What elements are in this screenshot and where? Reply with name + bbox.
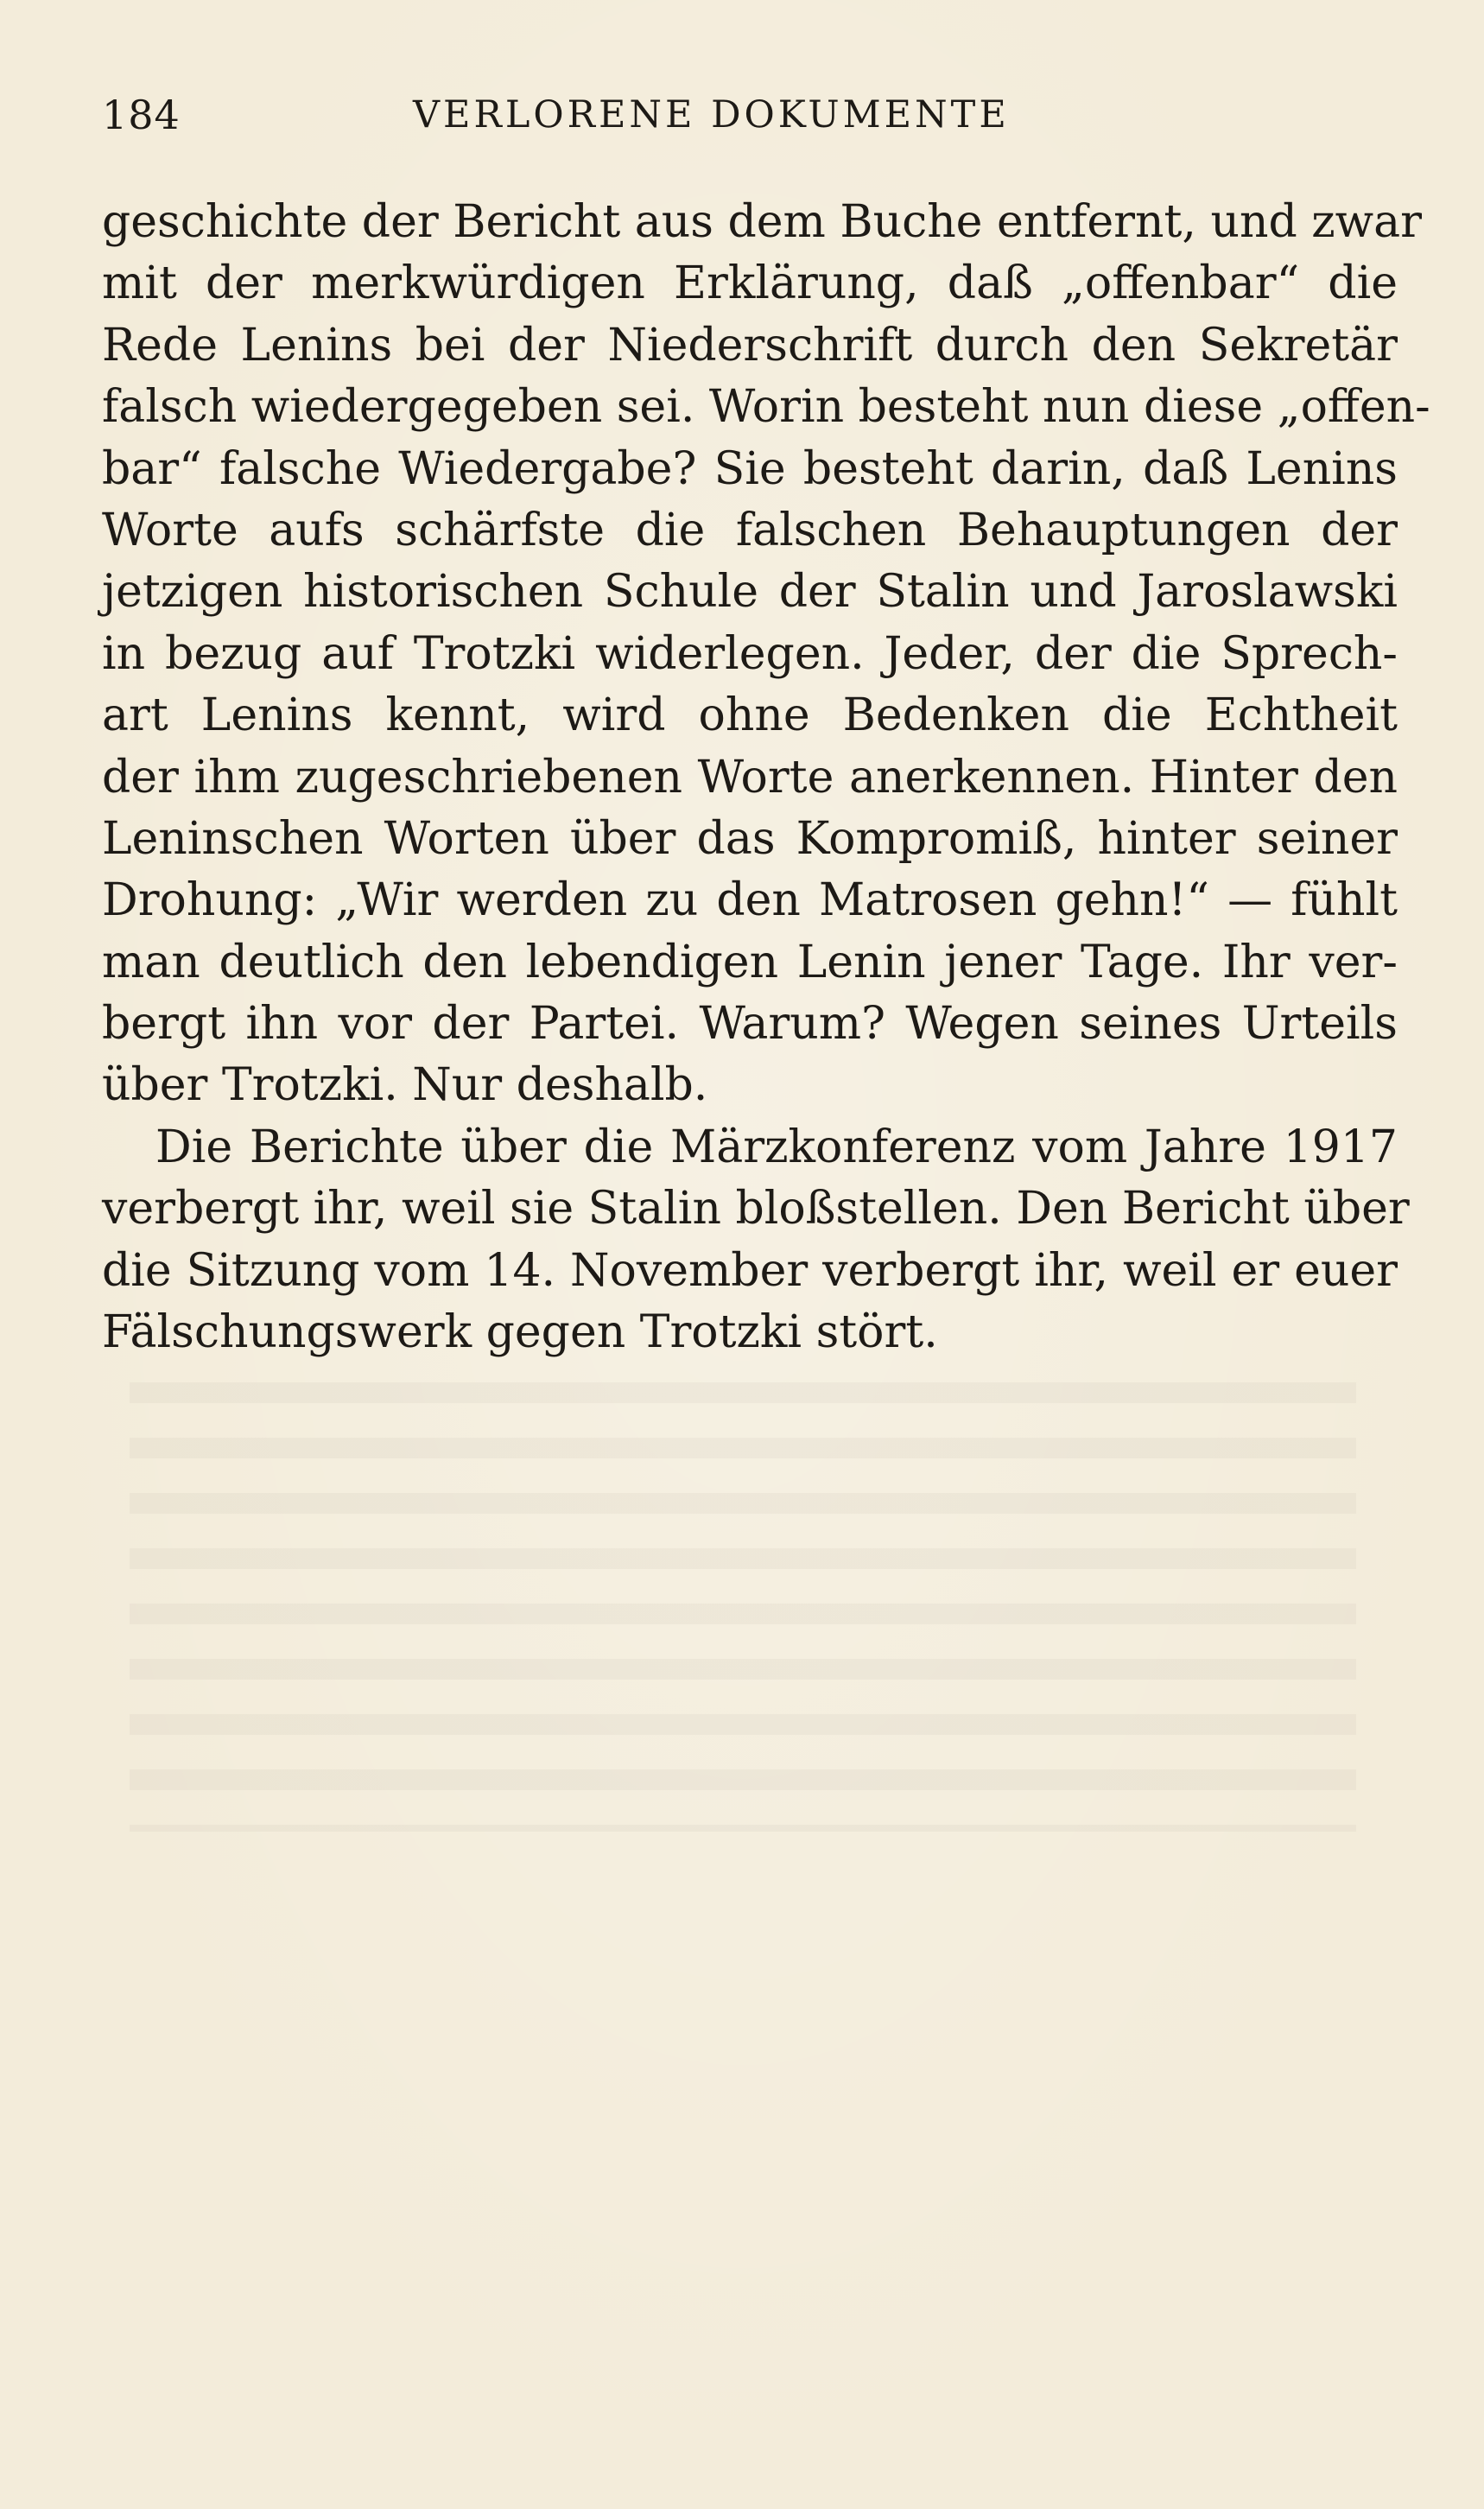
text-line: Leninschen Worten über das Kompromiß, hinter seiner: [102, 812, 1398, 865]
running-title: VERLORENE DOKUMENTE: [413, 93, 1010, 137]
paper-show-through: [130, 1382, 1356, 1832]
text-line: Fälschungswerk gegen Trotzki stört.: [102, 1306, 938, 1359]
text-line: mit der merkwürdigen Erklärung, daß „offenbar“ die: [102, 257, 1398, 310]
page-number: 184: [102, 92, 181, 138]
text-line: bar“ falsche Wiedergabe? Sie besteht darin, daß Lenins: [102, 442, 1398, 495]
text-line: Die Berichte über die Märzkonferenz vom Jahre 1917: [155, 1121, 1398, 1173]
running-header: [102, 85, 1398, 145]
text-line: in bezug auf Trotzki widerlegen. Jeder, der die Sprech-: [102, 627, 1398, 680]
body-text: [102, 192, 1430, 1363]
text-line: Rede Lenins bei der Niederschrift durch den Sekretär: [102, 319, 1398, 372]
text-line: falsch wiedergegeben sei. Worin besteht nun diese „offen-: [102, 381, 1430, 434]
paragraph-1: [102, 192, 1430, 1117]
text-line: geschichte der Bericht aus dem Buche entfernt, und zwar: [102, 196, 1423, 248]
text-line: verbergt ihr, weil sie Stalin bloßstellen. Den Bericht über: [102, 1183, 1410, 1235]
text-line: bergt ihn vor der Partei. Warum? Wegen seines Urteils: [102, 998, 1398, 1051]
text-line: jetzigen historischen Schule der Stalin und Jaroslawski: [102, 566, 1398, 619]
paragraph-2: [102, 1117, 1410, 1364]
text-line: die Sitzung vom 14. November verbergt ihr, weil er euer: [102, 1244, 1398, 1297]
text-line: Drohung: „Wir werden zu den Matrosen gehn!“ — fühlt: [102, 874, 1398, 927]
text-line: über Trotzki. Nur deshalb.: [102, 1059, 708, 1112]
text-line: art Lenins kennt, wird ohne Bedenken die Echtheit: [102, 689, 1398, 742]
text-line: Worte aufs schärfste die falschen Behauptungen der: [102, 504, 1398, 556]
text-line: der ihm zugeschriebenen Worte anerkennen. Hinter den: [102, 751, 1398, 804]
text-line: man deutlich den lebendigen Lenin jener Tage. Ihr ver-: [102, 936, 1398, 988]
